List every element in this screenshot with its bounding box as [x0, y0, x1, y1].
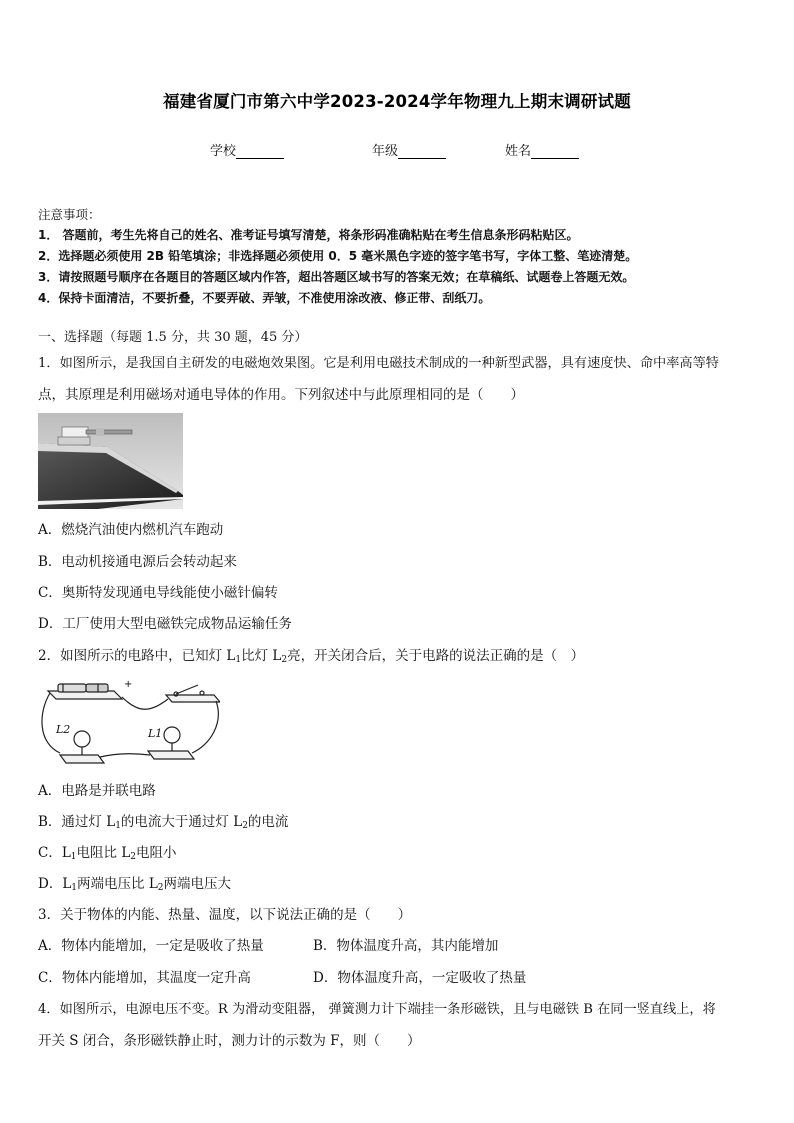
- grade-label: 年级: [372, 144, 399, 159]
- option-text: B．通过灯 L: [38, 814, 116, 830]
- q2-stem: [38, 644, 584, 665]
- grade-field: [372, 140, 446, 159]
- grade-blank[interactable]: [398, 146, 446, 159]
- subscript: 2: [157, 883, 164, 893]
- option-text: D．L: [38, 876, 72, 892]
- notice-block: [38, 204, 637, 309]
- notice-heading: 注意事项：: [38, 207, 101, 222]
- option-text: 的电流: [247, 814, 289, 830]
- subscript: 1: [235, 655, 242, 665]
- q2-option-c[interactable]: [38, 841, 177, 862]
- q2-stem-part: 比灯 L: [241, 648, 282, 664]
- subscript: 2: [281, 655, 288, 665]
- option-text: 两端电压大: [163, 876, 232, 892]
- q4-stem-line2: 开关 S 闭合，条形磁铁静止时，测力计的示数为 F，则（ ）: [38, 1033, 421, 1049]
- subscript: 2: [242, 821, 248, 831]
- subscript: 1: [71, 883, 78, 893]
- q2-stem-part: 2．如图所示的电路中，已知灯 L: [38, 648, 236, 664]
- notice-item: 3．请按照题号顺序在各题目的答题区域内作答，超出答题区域书写的答案无效；在草稿纸、试题卷上答题无效。: [38, 270, 635, 284]
- circuit-figure: [38, 673, 220, 773]
- lamp-l1-label: L1: [148, 727, 163, 740]
- option-text: 电阻比 L: [76, 845, 131, 861]
- q1-option-c[interactable]: C．奥斯特发现通电导线能使小磁针偏转: [38, 585, 278, 601]
- q2-option-d[interactable]: [38, 872, 231, 893]
- q3-option-c[interactable]: C．物体内能增加，其温度一定升高: [38, 970, 251, 986]
- q1-option-b[interactable]: B．电动机接通电源后会转动起来: [38, 554, 237, 570]
- q4-stem-line1: 4．如图所示，电源电压不变。R 为滑动变阻器， 弹簧测力计下端挂一条形磁铁，且与电磁铁 B 在同一竖直线上，将: [38, 1002, 716, 1017]
- subscript: 2: [130, 852, 137, 862]
- notice-item: 4．保持卡面清洁，不要折叠，不要弄破、弄皱，不准使用涂改液、修正带、刮纸刀。: [38, 291, 491, 305]
- name-blank[interactable]: [531, 146, 579, 159]
- q1-option-a[interactable]: A．燃烧汽油使内燃机汽车跑动: [38, 522, 224, 538]
- notice-item: 2．选择题必须使用 2B 铅笔填涂；非选择题必须使用 0．5 毫米黑色字迹的签字笔书写，字体工整、笔迹清楚。: [38, 249, 638, 263]
- q1-option-d[interactable]: D．工厂使用大型电磁铁完成物品运输任务: [38, 616, 292, 632]
- q1-stem-line2: 点，其原理是利用磁场对通电导体的作用。下列叙述中与此原理相同的是（ ）: [38, 387, 524, 403]
- option-text: C．L: [38, 845, 71, 861]
- q1-stem-line1: 1．如图所示，是我国自主研发的电磁炮效果图。它是利用电磁技术制成的一种新型武器，具有速度快、命中率高等特: [38, 356, 719, 371]
- page-title: 福建省厦门市第六中学2023-2024学年物理九上期末调研试题: [163, 92, 631, 111]
- q3-option-a[interactable]: A．物体内能增加，一定是吸收了热量: [38, 938, 264, 954]
- q3-stem: 3．关于物体的内能、热量、温度，以下说法正确的是（ ）: [38, 907, 412, 923]
- name-field: [505, 140, 579, 159]
- q3-option-b[interactable]: B．物体温度升高，其内能增加: [313, 938, 499, 954]
- positive-terminal-label: +: [124, 679, 133, 690]
- q2-option-a[interactable]: A．电路是并联电路: [38, 783, 156, 799]
- option-text: 的电流大于通过灯 L: [120, 814, 243, 830]
- subscript: 1: [115, 821, 121, 831]
- q3-option-d[interactable]: D．物体温度升高，一定吸收了热量: [313, 970, 527, 986]
- option-text: 电阻小: [136, 845, 177, 861]
- school-field: [210, 140, 284, 159]
- subscript: 1: [70, 852, 77, 862]
- lamp-l2-label: L2: [56, 723, 71, 736]
- name-label: 姓名: [505, 144, 532, 159]
- section-heading: 一、选择题（每题 1.5 分，共 30 题，45 分）: [38, 330, 308, 345]
- school-label: 学校: [210, 144, 237, 159]
- notice-item: 1． 答题前，考生先将自己的姓名、准考证号填写清楚，将条形码准确粘贴在考生信息条形码粘贴区。: [38, 228, 579, 242]
- q2-stem-part: 亮，开关闭合后，关于电路的说法正确的是（ ）: [287, 648, 585, 664]
- school-blank[interactable]: [236, 146, 284, 159]
- q2-option-b[interactable]: [38, 810, 288, 831]
- option-text: 两端电压比 L: [77, 876, 158, 892]
- electromagnetic-gun-figure: [38, 413, 183, 509]
